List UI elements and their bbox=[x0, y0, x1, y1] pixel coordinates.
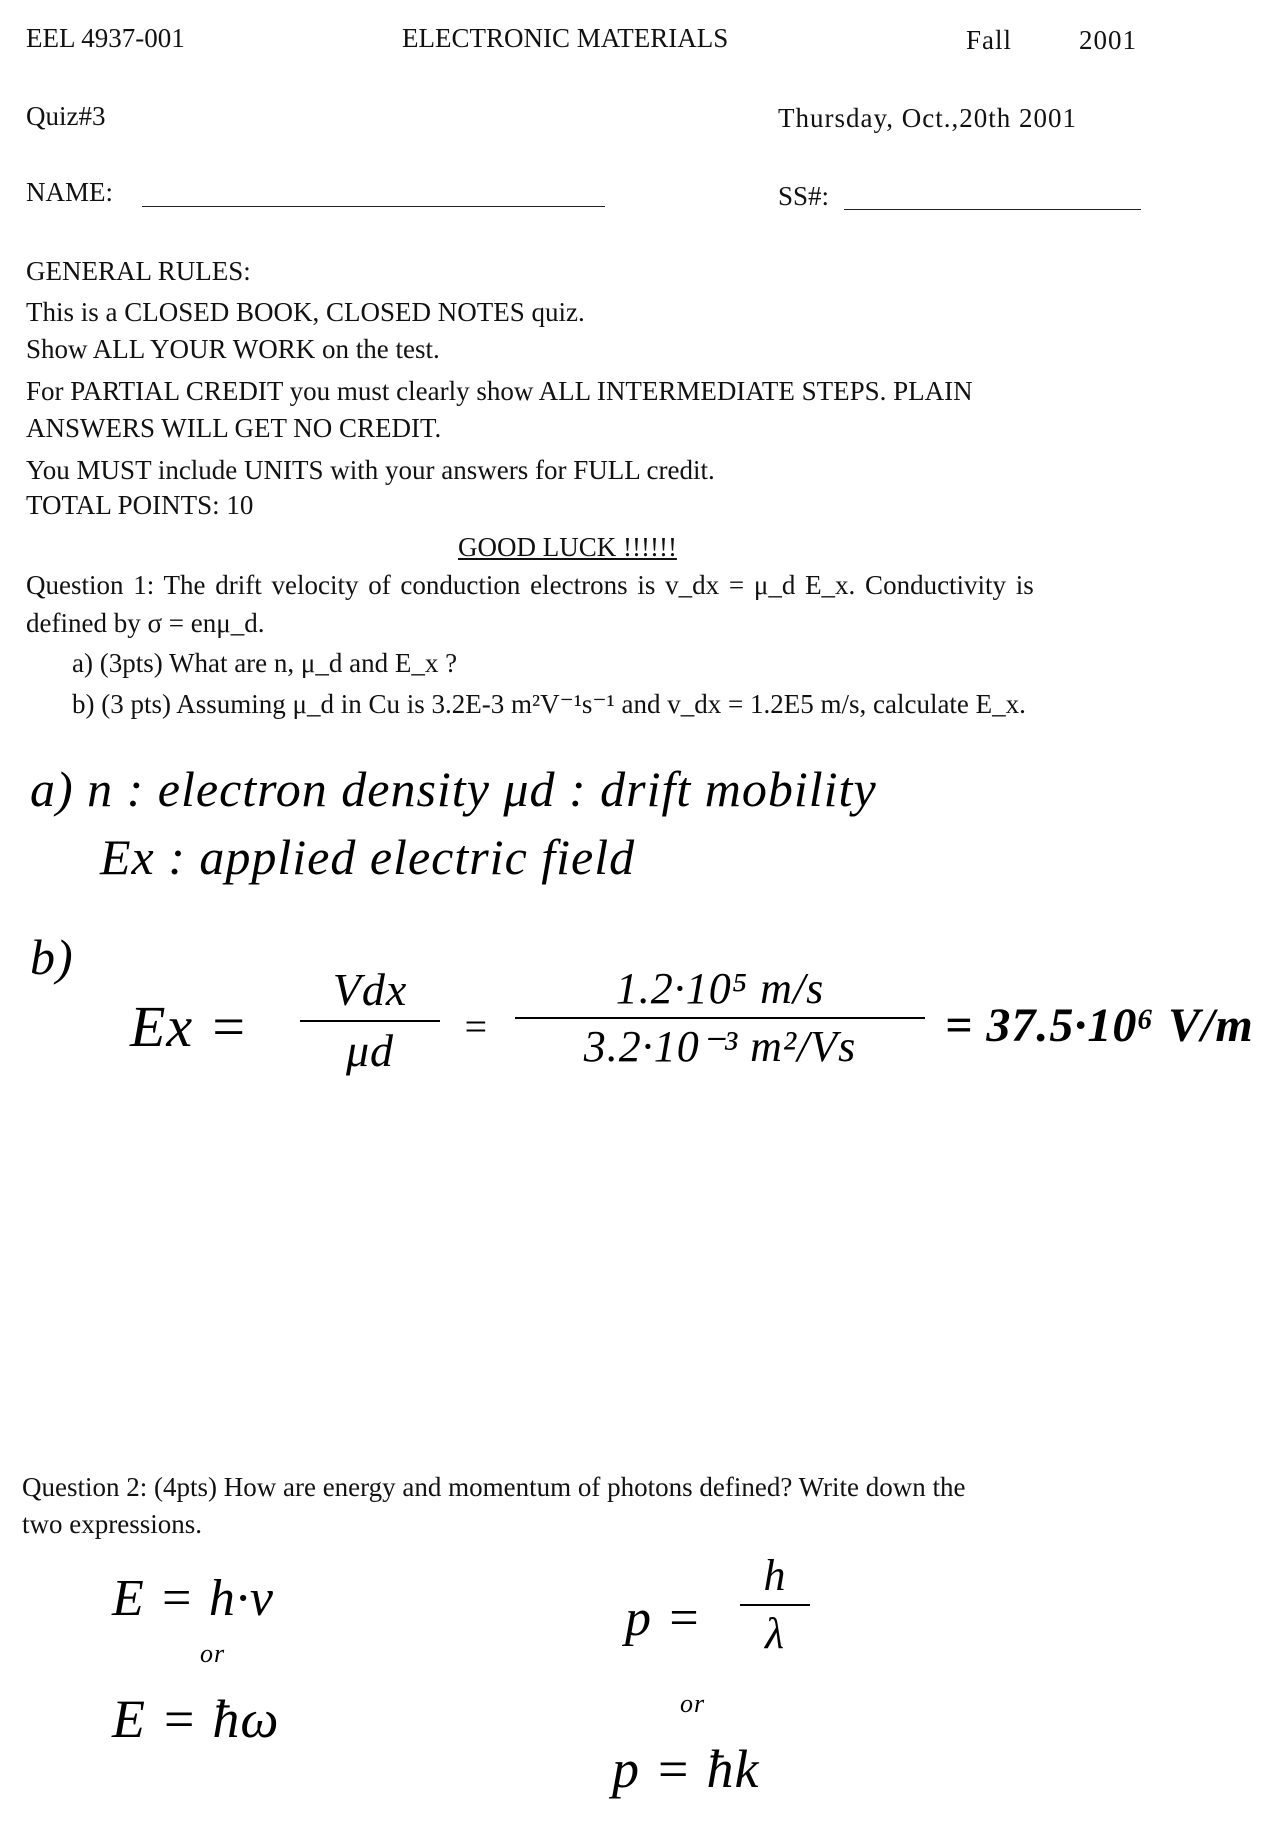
course-title: ELECTRONIC MATERIALS bbox=[402, 23, 729, 53]
q1-text-line2: defined by σ = enμ_d. bbox=[26, 608, 265, 638]
year: 2001 bbox=[1079, 25, 1137, 55]
answer-b-label: b) bbox=[30, 929, 74, 985]
answer-b-num2: 1.2·10⁵ m/s bbox=[615, 964, 825, 1013]
rule-line: This is a CLOSED BOOK, CLOSED NOTES quiz. bbox=[26, 297, 585, 327]
answer-a-line1: a) n : electron density μd : drift mobility bbox=[30, 761, 877, 817]
ss-label: SS#: bbox=[778, 181, 830, 211]
answer-or-1: or bbox=[200, 1639, 226, 1668]
answer-energy-2: E = ħω bbox=[112, 1689, 280, 1749]
rule-line: TOTAL POINTS: 10 bbox=[26, 490, 254, 520]
rule-line: For PARTIAL CREDIT you must clearly show ALL INTERMEDIATE STEPS. PLAIN bbox=[26, 376, 973, 406]
answer-b-den1: μd bbox=[345, 1024, 395, 1076]
answer-momentum-fraction bbox=[740, 1552, 810, 1659]
answer-momentum-2: p = ħk bbox=[612, 1739, 760, 1799]
answer-b-fraction-1 bbox=[300, 965, 440, 1076]
ss-field-line bbox=[844, 209, 1141, 210]
answer-b-lhs: Ex = bbox=[130, 994, 249, 1059]
good-luck: GOOD LUCK !!!!!! bbox=[458, 532, 677, 562]
answer-b-fraction-2 bbox=[515, 965, 925, 1072]
q1-text-line1: Question 1: The drift velocity of conduction electrons is v_dx = μ_d E_x. Conductivity is bbox=[26, 570, 1034, 600]
quiz-date: Thursday, Oct.,20th 2001 bbox=[778, 103, 1077, 133]
answer-b-result: = 37.5·10⁶ V/m bbox=[945, 999, 1254, 1052]
q2-text-line2: two expressions. bbox=[22, 1509, 202, 1539]
q1-part-a: a) (3pts) What are n, μ_d and E_x ? bbox=[72, 648, 458, 678]
rule-line: Show ALL YOUR WORK on the test. bbox=[26, 334, 440, 364]
answer-energy-1: E = h·ν bbox=[112, 1570, 274, 1627]
fraction-bar bbox=[300, 1020, 440, 1022]
answer-momentum-1-lhs: p = bbox=[625, 1590, 703, 1647]
rule-line: You MUST include UNITS with your answers for FULL credit. bbox=[26, 455, 715, 485]
rule-line: ANSWERS WILL GET NO CREDIT. bbox=[26, 413, 442, 443]
fraction-bar bbox=[740, 1604, 810, 1606]
course-code: EEL 4937-001 bbox=[26, 23, 185, 53]
answer-b-den2: 3.2·10⁻³ m²/Vs bbox=[583, 1022, 857, 1072]
fraction-bar bbox=[515, 1017, 925, 1019]
q1-part-b: b) (3 pts) Assuming μ_d in Cu is 3.2E-3 m²V⁻¹s⁻¹ and v_dx = 1.2E5 m/s, calculate E_x. bbox=[72, 689, 1026, 719]
name-field-line bbox=[142, 206, 605, 207]
answer-or-2: or bbox=[680, 1689, 706, 1718]
answer-momentum-den: λ bbox=[764, 1609, 786, 1659]
q2-text-line1: Question 2: (4pts) How are energy and momentum of photons defined? Write down the bbox=[22, 1472, 966, 1502]
term: Fall bbox=[966, 25, 1013, 55]
answer-momentum-num: h bbox=[763, 1551, 787, 1600]
answer-a-line2: Ex : applied electric field bbox=[100, 829, 636, 885]
name-label: NAME: bbox=[26, 177, 113, 207]
rules-heading: GENERAL RULES: bbox=[26, 256, 251, 286]
equals-sign: = bbox=[462, 1004, 490, 1049]
answer-b-num1: Vdx bbox=[332, 964, 408, 1015]
quiz-number: Quiz#3 bbox=[26, 101, 106, 131]
